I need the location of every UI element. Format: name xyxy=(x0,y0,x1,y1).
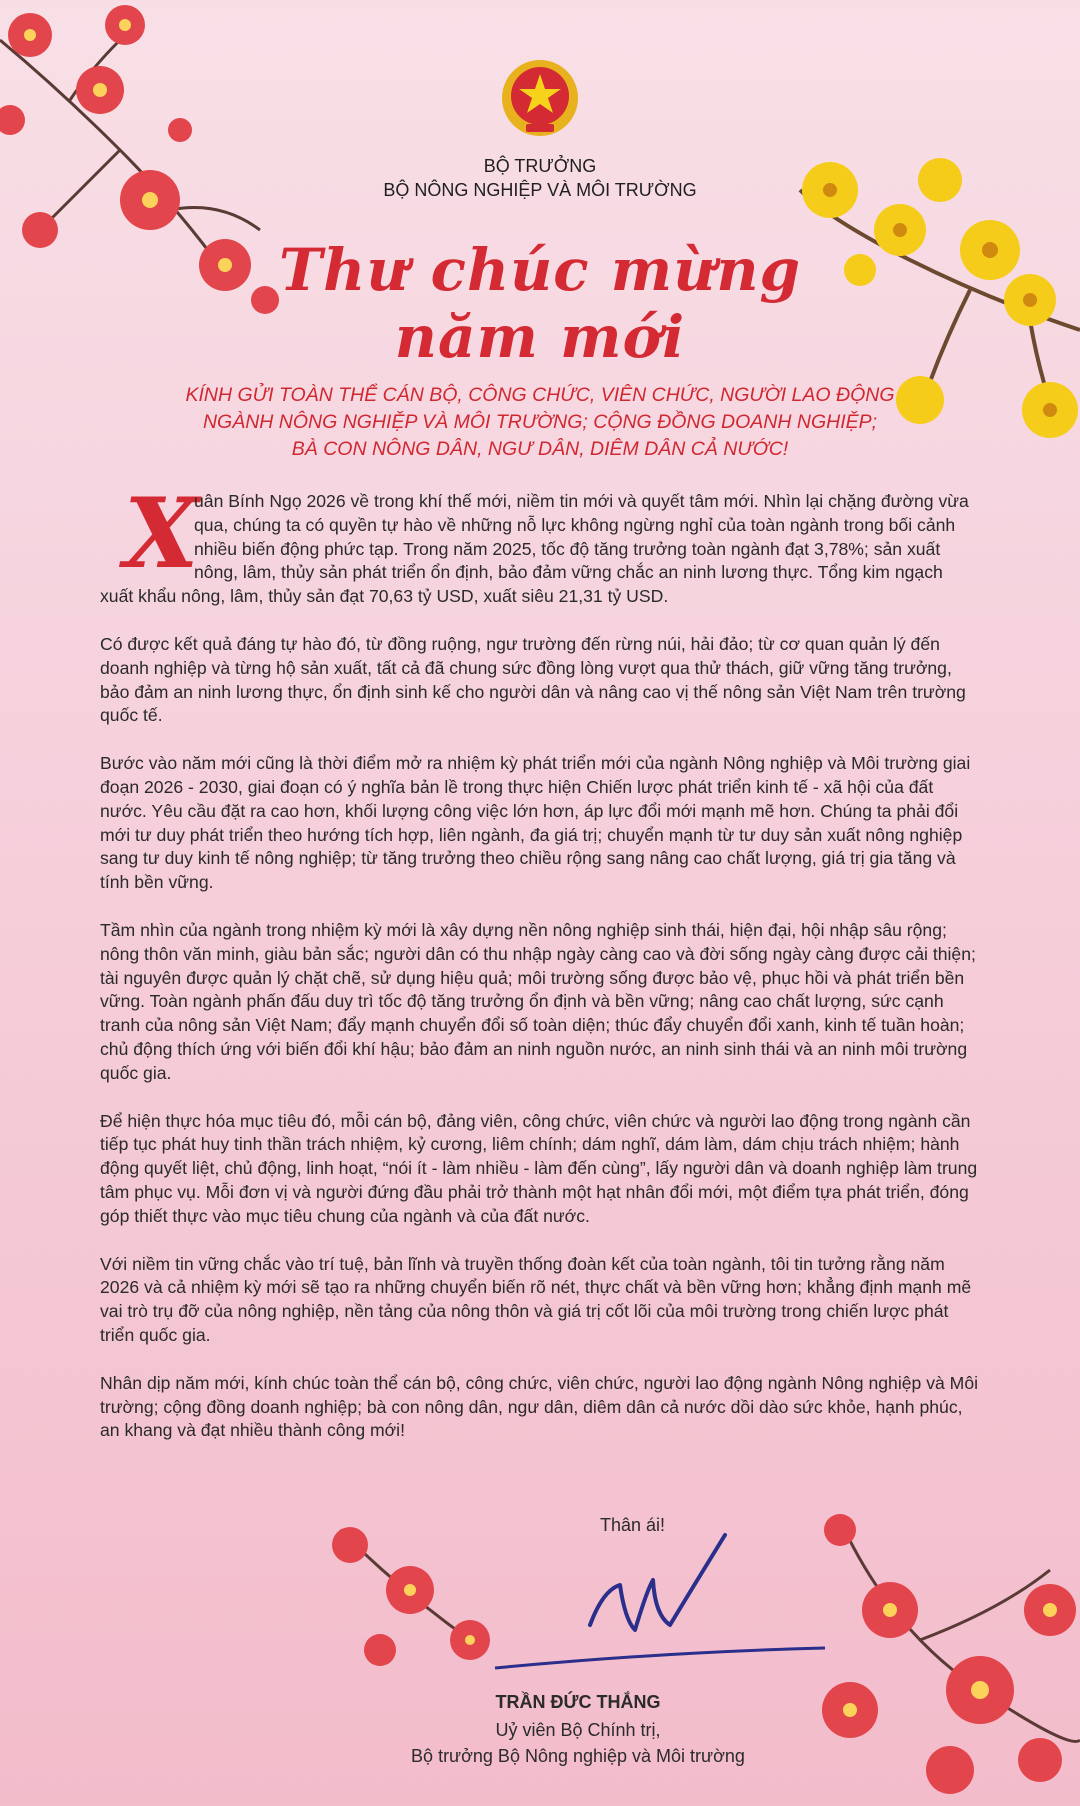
paragraph-1 xyxy=(100,477,980,609)
dropcap-letter: X xyxy=(124,477,199,590)
signer-name: TRẦN ĐỨC THẮNG xyxy=(495,1692,661,1712)
letter-title-line2: năm mới xyxy=(394,303,686,371)
org-title-ministry: BỘ NÔNG NGHIỆP VÀ MÔI TRƯỜNG xyxy=(383,180,697,200)
greeting-line3: BÀ CON NÔNG DÂN, NGƯ DÂN, DIÊM DÂN CẢ NƯỚC! xyxy=(291,438,789,460)
handwritten-signature xyxy=(485,1530,845,1680)
greeting-line1: KÍNH GỬI TOÀN THỂ CÁN BỘ, CÔNG CHỨC, VIÊN CHỨC, NGƯỜI LAO ĐỘNG xyxy=(185,384,895,406)
paragraph-5: Để hiện thực hóa mục tiêu đó, mỗi cán bộ, đảng viên, công chức, viên chức và người lao động trong ngành cần tiếp tục phát huy tinh thần trách nhiệm, kỷ cương, liêm chính; dám nghĩ, dám làm, dám chịu trách nhiệm; hành động quyết liệt, chủ động, linh hoạt, “nói ít - làm nhiều - làm đến cùng”, lấy người dân và doanh nghiệp làm trung tâm phục vụ. Mỗi đơn vị và người đứng đầu phải trở thành một hạt nhân đổi mới, một điểm tựa phát triển, đóng góp thiết thực vào mục tiêu chung của ngành và của đất nước. xyxy=(100,1110,978,1226)
paragraph-1-text: uân Bính Ngọ 2026 về trong khí thế mới, niềm tin mới và quyết tâm mới. Nhìn lại chặng đường vừa qua, chúng ta có quyền tự hào về những nỗ lực không ngừng nghỉ của toàn ngành trong bối cảnh nhiều biến động phức tạp. Trong năm 2025, tốc độ tăng trưởng toàn ngành đạt 3,78%; sản xuất nông, lâm, thủy sản phát triển ổn định, bảo đảm vững chắc an ninh lương thực. Tổng kim ngạch xuất khẩu nông, lâm, thủy sản đạt 70,63 tỷ USD, xuất siêu 21,31 tỷ USD. xyxy=(100,491,969,607)
paragraph-6: Với niềm tin vững chắc vào trí tuệ, bản lĩnh và truyền thống đoàn kết của toàn ngành, tôi tin tưởng rằng năm 2026 và cả nhiệm kỳ mới sẽ tạo ra những chuyển biến rõ nét, thực chất và bền vững hơn; khẳng định mạnh mẽ vai trò trụ đỡ của nông nghiệp, nền tảng của nông thôn và giá trị cốt lõi của môi trường trong chiến lược phát triển quốc gia. xyxy=(100,1253,972,1345)
signer-organization: Bộ trưởng Bộ Nông nghiệp và Môi trường xyxy=(411,1746,745,1766)
vietnam-national-emblem-icon xyxy=(499,56,581,140)
paragraph-3: Bước vào năm mới cũng là thời điểm mở ra nhiệm kỳ phát triển mới của ngành Nông nghiệp và Môi trường giai đoạn 2026 - 2030, giai đoạn có ý nghĩa bản lề trong thực hiện Chiến lược phát triển kinh tế - xã hội của đất nước. Yêu cầu đặt ra cao hơn, khối lượng công việc lớn hơn, áp lực đổi mới mạnh mẽ hơn. Chúng ta phải đổi mới tư duy phát triển theo hướng tích hợp, liên ngành, đa giá trị; chuyển mạnh từ tư duy sản xuất nông nghiệp sang tư duy kinh tế nông nghiệp; từ tăng trưởng theo chiều rộng sang nâng cao chất lượng, giá trị gia tăng và tính bền vững. xyxy=(100,753,971,893)
paragraph-7: Nhân dịp năm mới, kính chúc toàn thể cán bộ, công chức, viên chức, người lao động ngành Nông nghiệp và Môi trường; cộng đồng doanh nghiệp; bà con nông dân, ngư dân, diêm dân cả nước dồi dào sức khỏe, hạnh phúc, an khang và đạt nhiều thành công mới! xyxy=(100,1372,979,1441)
letter-title-line1: Thư chúc mừng xyxy=(278,236,802,304)
greeting-line2: NGÀNH NÔNG NGHIỆP VÀ MÔI TRƯỜNG; CỘNG ĐỒNG DOANH NGHIỆP; xyxy=(202,411,878,433)
closing-thanks: Thân ái! xyxy=(600,1515,666,1535)
plum-blossom-bottom-left xyxy=(320,1510,500,1690)
paragraph-2: Có được kết quả đáng tự hào đó, từ đồng ruộng, ngư trường đến rừng núi, hải đảo; từ cơ quan quản lý đến doanh nghiệp và từng hộ sản xuất, tất cả đã chung sức đồng lòng vượt qua thử thách, giữ vững tăng trưởng, bảo đảm an ninh lương thực, ổn định sinh kế cho người dân và nâng cao vị thế nông sản Việt Nam trên trường quốc tế. xyxy=(100,633,966,726)
paragraph-4: Tầm nhìn của ngành trong nhiệm kỳ mới là xây dựng nền nông nghiệp sinh thái, hiện đại, hội nhập sâu rộng; nông thôn văn minh, giàu bản sắc; người dân có thu nhập ngày càng cao và đời sống ngày càng được cải thiện; tài nguyên được quản lý chặt chẽ, sử dụng hiệu quả; môi trường sống được bảo vệ, phục hồi và phát triển bền vững. Toàn ngành phấn đấu duy trì tốc độ tăng trưởng ổn định và bền vững; nâng cao chất lượng, sức cạnh tranh của nông sản Việt Nam; đẩy mạnh chuyển đổi số toàn diện; thúc đẩy chuyển đổi xanh, kinh tế tuần hoàn; chủ động thích ứng với biến đổi khí hậu; bảo đảm an ninh nguồn nước, an ninh sinh thái và an ninh môi trường quốc gia. xyxy=(100,919,976,1083)
signer-position: Uỷ viên Bộ Chính trị, xyxy=(495,1720,661,1740)
org-title-minister: BỘ TRƯỞNG xyxy=(483,156,597,176)
letter-body xyxy=(100,477,980,1467)
